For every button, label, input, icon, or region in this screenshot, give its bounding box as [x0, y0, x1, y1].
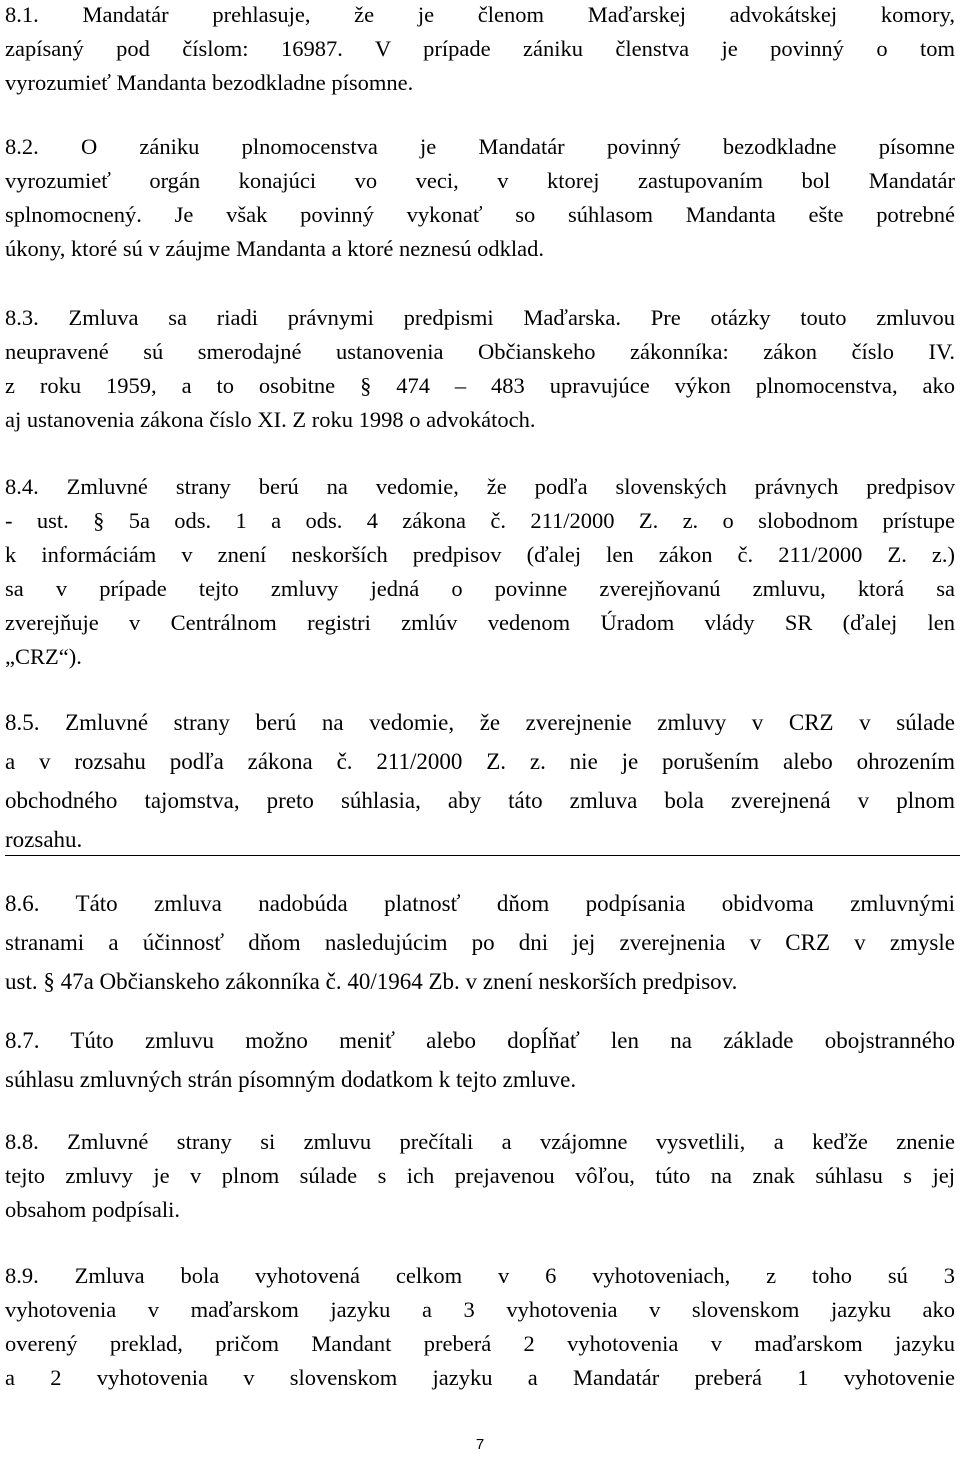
text-line: zverejňuje v Centrálnom registri zmlúv vedenom Úradom vlády SR (ďalej len [5, 610, 955, 635]
text-line: z roku 1959, a to osobitne § 474 – 483 upravujúce výkon plnomocenstva, ako [5, 373, 955, 398]
text-line: vyrozumieť Mandanta bezodkladne písomne. [5, 70, 414, 95]
text-line: zapísaný pod číslom: 16987. V prípade zániku členstva je povinný o tom [5, 36, 955, 61]
text-line: - ust. § 5a ods. 1 a ods. 4 zákona č. 211/2000 Z. z. o slobodnom prístupe [5, 508, 955, 533]
text-line: vyrozumieť orgán konajúci vo veci, v ktorej zastupovaním bol Mandatár [5, 168, 955, 193]
text-line: aj ustanovenia zákona číslo XI. Z roku 1998 o advokátoch. [5, 407, 536, 432]
text-line: neupravené sú smerodajné ustanovenia Občianskeho zákonníka: zákon číslo IV. [5, 339, 955, 364]
text-line: 8.9. Zmluva bola vyhotovená celkom v 6 vyhotoveniach, z toho sú 3 [5, 1263, 955, 1288]
page-number: 7 [475, 1436, 485, 1453]
text-line: k informáciám v znení neskorších predpisov (ďalej len zákon č. 211/2000 Z. z.) [5, 542, 955, 567]
text-line: 8.7. Túto zmluvu možno meniť alebo dopĺňať len na základe obojstranného [5, 1028, 955, 1053]
text-line: 8.4. Zmluvné strany berú na vedomie, že podľa slovenských právnych predpisov [5, 474, 955, 499]
text-line: vyhotovenia v maďarskom jazyku a 3 vyhotovenia v slovenskom jazyku ako [5, 1297, 955, 1322]
text-line: 8.3. Zmluva sa riadi právnymi predpismi Maďarska. Pre otázky touto zmluvou [5, 305, 955, 330]
text-line: sa v prípade tejto zmluvy jedná o povinne zverejňovanú zmluvu, ktorá sa [5, 576, 955, 601]
text-line: obsahom podpísali. [5, 1197, 180, 1222]
text-line: overený preklad, pričom Mandant preberá 2 vyhotovenia v maďarskom jazyku [5, 1331, 955, 1356]
text-line: stranami a účinnosť dňom nasledujúcim po dni jej zverejnenia v CRZ v zmysle [5, 930, 955, 955]
text-line: 8.5. Zmluvné strany berú na vedomie, že zverejnenie zmluvy v CRZ v súlade [5, 710, 955, 735]
paragraph-8-8 [5, 1125, 955, 1227]
paragraph-8-7 [5, 1021, 955, 1099]
text-line: a 2 vyhotovenia v slovenskom jazyku a Mandatár preberá 1 vyhotovenie [5, 1365, 955, 1390]
text-line: ust. § 47a Občianskeho zákonníka č. 40/1964 Zb. v znení neskorších predpisov. [5, 969, 738, 994]
text-line: obchodného tajomstva, preto súhlasia, aby táto zmluva bola zverejnená v plnom [5, 788, 955, 813]
text-line: 8.2. O zániku plnomocenstva je Mandatár povinný bezodkladne písomne [5, 134, 955, 159]
text-line: súhlasu zmluvných strán písomným dodatkom k tejto zmluve. [5, 1067, 577, 1092]
text-line: 8.1. Mandatár prehlasuje, že je členom Maďarskej advokátskej komory, [5, 2, 955, 27]
paragraph-8-3 [5, 301, 955, 437]
text-line: 8.8. Zmluvné strany si zmluvu prečítali a vzájomne vysvetlili, a keďže znenie [5, 1129, 955, 1154]
text-line: tejto zmluvy je v plnom súlade s ich prejavenou vôľou, túto na znak súhlasu s jej [5, 1163, 955, 1188]
text-line: 8.6. Táto zmluva nadobúda platnosť dňom podpísania obidvoma zmluvnými [5, 891, 955, 916]
paragraph-8-1 [5, 0, 955, 100]
paragraph-8-4 [5, 470, 955, 674]
text-line: „CRZ“). [5, 644, 82, 669]
text-line: splnomocnený. Je však povinný vykonať so súhlasom Mandanta ešte potrebné [5, 202, 955, 227]
paragraph-8-9 [5, 1259, 955, 1395]
text-line: rozsahu. [5, 827, 83, 852]
section-divider [5, 855, 960, 856]
text-line: úkony, ktoré sú v záujme Mandanta a ktoré neznesú odklad. [5, 236, 545, 261]
paragraph-8-6 [5, 884, 955, 1001]
text-line: a v rozsahu podľa zákona č. 211/2000 Z. z. nie je porušením alebo ohrozením [5, 749, 955, 774]
paragraph-8-2 [5, 130, 955, 266]
paragraph-8-5 [5, 703, 955, 859]
